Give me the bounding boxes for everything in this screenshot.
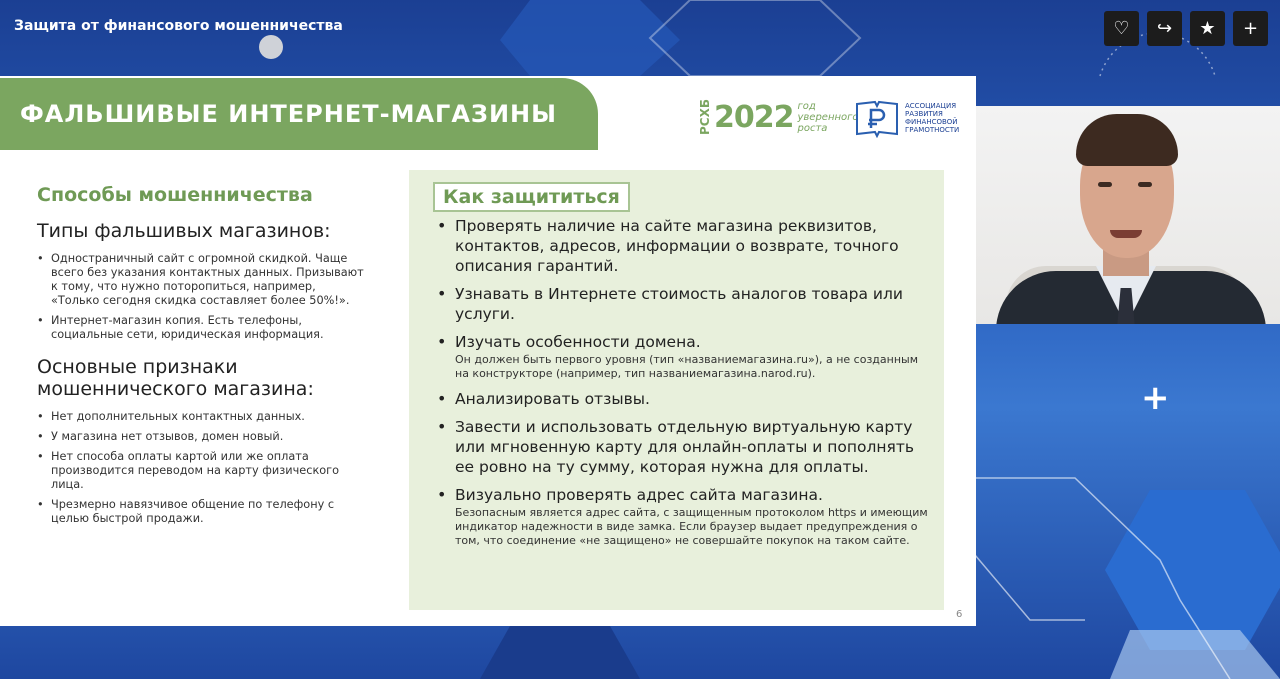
heart-icon: ♡ [1113,18,1130,39]
list-item: • Нет способа оплаты картой или же оплата производится переводом на карту физического лица. [37,450,367,492]
list-item: • У магазина нет отзывов, домен новый. [37,430,367,444]
presenter-eye [1098,182,1112,187]
methods-subtitle: Способы мошенничества [37,184,313,206]
item-main: • Анализировать отзывы. [455,390,650,408]
item-main: • Проверять наличие на сайте магазина реквизитов, контактов, адресов, информации о возврате, точного описания гарантий. [455,217,899,275]
item-note: Он должен быть первого уровня (тип «названиемагазина.ru»), а не созданным на конструкторе (например, тип названиемагазина.narod.ru). [455,353,919,380]
list-item [437,417,932,477]
book-ruble-icon [855,98,899,138]
types-list [37,252,367,342]
list-item: • Чрезмерно навязчивое общение по телефону с целью быстрой продажи. [37,498,367,526]
like-button[interactable] [1104,11,1139,46]
cursor-indicator [259,35,283,59]
presenter-eye [1138,182,1152,187]
add-button[interactable] [1233,11,1268,46]
page-number: 6 [956,609,963,620]
video-title: Защита от финансового мошенничества [14,18,343,34]
slide-title: ФАЛЬШИВЫЕ ИНТЕРНЕТ-МАГАЗИНЫ [20,100,557,128]
share-button[interactable] [1147,11,1182,46]
top-actions [1104,11,1268,46]
list-item: • Нет дополнительных контактных данных. [37,410,367,424]
share-icon: ↪ [1156,18,1173,39]
item-main: • Визуально проверять адрес сайта магазина. [455,486,823,504]
list-item [437,216,932,276]
list-item [437,284,932,324]
types-heading: Типы фальшивых магазинов: [37,220,331,242]
star-icon: ★ [1199,18,1216,39]
afg-text: АССОЦИАЦИЯ РАЗВИТИЯ ФИНАНСОВОЙ ГРАМОТНОСТИ [905,102,960,134]
left-column [37,184,367,532]
favorite-button[interactable] [1190,11,1225,46]
list-item [437,389,932,409]
signs-heading: Основные признаки мошеннического магазина: [37,356,314,400]
presenter-video [976,106,1280,324]
plus-decor-icon: + [1141,378,1170,418]
protection-list [437,216,932,556]
item-main: • Завести и использовать отдельную виртуальную карту или мгновенную карту для онлайн-оплаты и пополнять ее ровно на ту сумму, которая нужна для оплаты. [455,418,915,476]
list-item [437,332,932,381]
item-main: • Изучать особенности домена. [455,333,701,351]
protection-box [409,170,944,610]
item-main: • Узнавать в Интернете стоимость аналогов товара или услуги. [455,285,903,323]
signs-list [37,410,367,526]
rshb-abbr: РСХБ [698,99,712,135]
presenter-hair [1076,114,1178,166]
list-item: • Одностраничный сайт с огромной скидкой. Чаще всего без указания контактных данных. Призывают к тому, что нужно поторопиться, например, «Только сегодня скидка составляет более 50%!». [37,252,367,308]
slide-header [0,78,598,150]
protection-heading: Как защититься [433,182,630,212]
presenter-mouth [1110,230,1142,238]
presentation-slide [0,76,976,626]
rshb-year: 2022 [714,99,794,135]
list-item [437,485,932,548]
item-note: Безопасным является адрес сайта, с защищенным протоколом https и имеющим индикатор надежности в виде замка. Если браузер выдает предупреждения о том, что соединение «не защищено» не совершайте покупок на таком сайте. [455,506,928,547]
rshb-logo [698,96,858,138]
rshb-tagline: год уверенного роста [797,100,859,134]
list-item: • Интернет-магазин копия. Есть телефоны, социальные сети, юридическая информация. [37,314,367,342]
plus-icon: + [1242,18,1259,39]
afg-logo [855,98,961,138]
top-bar [0,0,1280,76]
